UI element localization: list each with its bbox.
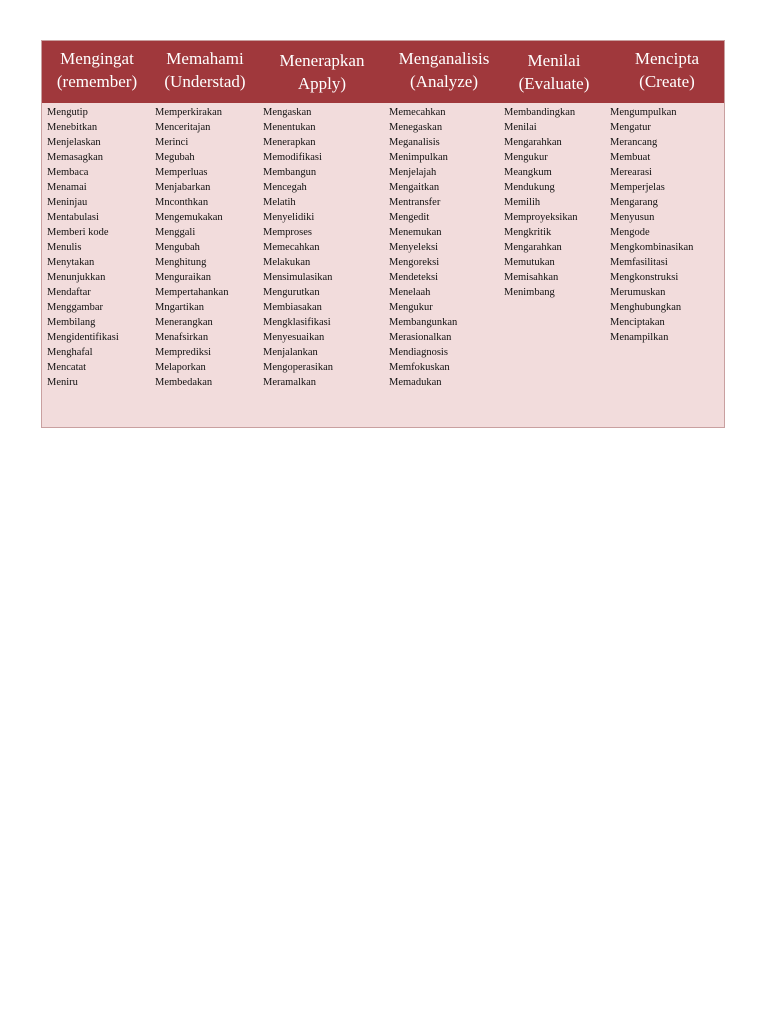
verb-list-item: Mendeteksi [389, 272, 438, 283]
verb-list-item: Menyeleksi [389, 242, 438, 253]
verb-list-item: Menjelaskan [47, 137, 101, 148]
column-create-list [610, 105, 693, 345]
verb-list-item: Menafsirkan [155, 332, 209, 343]
verb-list-item: Mengidentifikasi [47, 332, 119, 343]
column-remember-list [47, 105, 119, 390]
verb-list-item: Memfokuskan [389, 362, 450, 373]
column-understand-list [155, 105, 228, 390]
verb-list-item: Menunjukkan [47, 272, 106, 283]
header-title: Menerapkan [279, 51, 365, 70]
verb-list-item: Mencatat [47, 362, 87, 373]
verb-list-item: Memilih [504, 197, 541, 208]
verb-list-item: Menamai [47, 182, 87, 193]
verb-list-item: Menggali [155, 227, 196, 238]
verb-list-item: Memproyeksikan [504, 212, 578, 223]
verb-list-item: Memperjelas [610, 182, 665, 193]
verb-list-item: Menjabarkan [155, 182, 211, 193]
verb-list-item: Memecahkan [389, 107, 446, 118]
verb-list-item: Memutukan [504, 257, 555, 268]
verb-list-item: Menjalankan [263, 347, 318, 358]
header-subtitle: (Understad) [164, 72, 246, 91]
verb-list-item: Menentukan [263, 122, 316, 133]
verb-list-item: Menceritajan [155, 122, 211, 133]
verb-list-item: Menampilkan [610, 332, 669, 343]
verb-list-item: Melakukan [263, 257, 311, 268]
verb-list-item: Mengklasifikasi [263, 317, 331, 328]
header-col-analyze [388, 47, 500, 93]
verb-list-item: Merinci [155, 137, 189, 148]
verb-list-item: Menguraikan [155, 272, 211, 283]
verb-list-item: Menerangkan [155, 317, 213, 328]
column-apply-list [263, 105, 333, 390]
header-col-create [616, 47, 718, 93]
verb-list-item: Menelaah [389, 287, 431, 298]
verb-list-item: Memadukan [389, 377, 442, 388]
verb-list-item: Memberi kode [47, 227, 109, 238]
verb-list-item: Meramalkan [263, 377, 317, 388]
verb-list-item: Menyelidiki [263, 212, 315, 223]
verb-list-item: Menytakan [47, 257, 95, 268]
verb-list-item: Melaporkan [155, 362, 206, 373]
verb-list-item: Menghafal [47, 347, 93, 358]
header-col-evaluate [504, 49, 604, 95]
verb-list-item: Memperluas [155, 167, 208, 178]
verb-list-item: Menilai [504, 122, 537, 133]
verb-list-item: Mendaftar [47, 287, 91, 298]
verb-list-item: Merumuskan [610, 287, 666, 298]
verb-list-item: Menyusun [610, 212, 655, 223]
verb-list-item: Mngartikan [155, 302, 204, 313]
header-subtitle: Apply) [297, 74, 347, 93]
verb-list-item: Menimpulkan [389, 152, 448, 163]
verb-list-item: Mengaitkan [389, 182, 440, 193]
header-title: Mengingat [60, 49, 134, 68]
verb-list-item: Menjelajah [389, 167, 437, 178]
verb-list-item: Memproses [263, 227, 312, 238]
verb-list-item: Mensimulasikan [263, 272, 333, 283]
verb-list-item: Membangunkan [389, 317, 458, 328]
column-analyze-list [389, 105, 457, 390]
verb-list-item: Membuat [610, 152, 651, 163]
header-title: Menganalisis [398, 49, 490, 68]
verb-list-item: Membiasakan [263, 302, 322, 313]
verb-list-item: Mengkombinasikan [610, 242, 694, 253]
verb-list-item: Membandingkan [504, 107, 576, 118]
verb-list-item: Mendiagnosis [389, 347, 448, 358]
verb-list-item: Mengarahkan [504, 137, 562, 148]
verb-list-item: Menemukan [389, 227, 442, 238]
verb-list-item: Memasagkan [47, 152, 103, 163]
verb-list-item: Mengkonstruksi [610, 272, 679, 283]
verb-list-item: Memodifikasi [263, 152, 322, 163]
verb-list-item: Memprediksi [155, 347, 211, 358]
verb-list-item: Menimbang [504, 287, 555, 298]
verb-list-item: Mengedit [389, 212, 430, 223]
verb-list-item: Membangun [263, 167, 317, 178]
verb-list-item: Menghitung [155, 257, 207, 268]
verb-list-item: Membilang [47, 317, 96, 328]
verb-list-item: Melatih [263, 197, 296, 208]
verb-list-item: Merearasi [610, 167, 652, 178]
header-subtitle: (remember) [56, 72, 138, 91]
header-col-remember [46, 47, 148, 93]
verb-list-item: Menyesuaikan [263, 332, 325, 343]
column-evaluate-list [504, 105, 578, 300]
verb-list-item: Memisahkan [504, 272, 559, 283]
verb-list-item: Mencegah [263, 182, 307, 193]
header-title: Memahami [166, 49, 244, 68]
verb-list-item: Mengkritik [504, 227, 552, 238]
verb-list-item: Menebitkan [47, 122, 98, 133]
verb-list-item: Menegaskan [389, 122, 443, 133]
header-subtitle: (Create) [639, 72, 695, 91]
verb-list-item: Mengurutkan [263, 287, 320, 298]
verb-list-item: Mentransfer [389, 197, 441, 208]
verb-list-item: Mengukur [504, 152, 548, 163]
table-header-row [42, 41, 724, 103]
verb-list-item: Menciptakan [610, 317, 665, 328]
verb-list-item: Mendukung [504, 182, 555, 193]
verb-list-item: Mengaskan [263, 107, 312, 118]
header-subtitle: (Evaluate) [518, 74, 590, 93]
header-col-apply [266, 49, 378, 95]
verb-list-item: Menerapkan [263, 137, 316, 148]
verb-list-item: Mengumpulkan [610, 107, 677, 118]
header-subtitle: (Analyze) [410, 72, 478, 91]
verb-list-item: Mengukur [389, 302, 433, 313]
verb-list-item: Mengatur [610, 122, 651, 133]
verb-list-item: Mengode [610, 227, 650, 238]
header-col-understand [152, 47, 258, 93]
verb-list-item: Memperkirakan [155, 107, 223, 118]
header-title: Menilai [527, 51, 581, 70]
verb-list-item: Mengarang [610, 197, 658, 208]
verb-list-item: Meninjau [47, 197, 88, 208]
verb-list-item: Mentabulasi [47, 212, 99, 223]
verb-list-item: Mengarahkan [504, 242, 562, 253]
verb-list-item: Mengubah [155, 242, 200, 253]
verb-list-item: Mengoreksi [389, 257, 440, 268]
verb-list-item: Megubah [155, 152, 195, 163]
verb-list-item: Mengemukakan [155, 212, 223, 223]
verb-list-item: Meniru [47, 377, 78, 388]
verb-list-item: Meganalisis [389, 137, 440, 148]
verb-list-item: Meangkum [504, 167, 552, 178]
verb-list-item: Membaca [47, 167, 89, 178]
verb-list-item: Menggambar [47, 302, 103, 313]
verb-list-item: Memecahkan [263, 242, 320, 253]
verb-list-item: Mengoperasikan [263, 362, 333, 373]
verb-list-item: Merasionalkan [389, 332, 452, 343]
taxonomy-verb-table [41, 40, 725, 428]
header-title: Mencipta [634, 49, 700, 68]
verb-list-item: Mnconthkan [155, 197, 209, 208]
verb-list-item: Menulis [47, 242, 82, 253]
verb-list-item: Menghubungkan [610, 302, 682, 313]
verb-list-item: Mengutip [47, 107, 88, 118]
verb-list-item: Merancang [610, 137, 658, 148]
verb-list-item: Memfasilitasi [610, 257, 668, 268]
verb-list-item: Membedakan [155, 377, 213, 388]
verb-list-item: Mempertahankan [155, 287, 229, 298]
